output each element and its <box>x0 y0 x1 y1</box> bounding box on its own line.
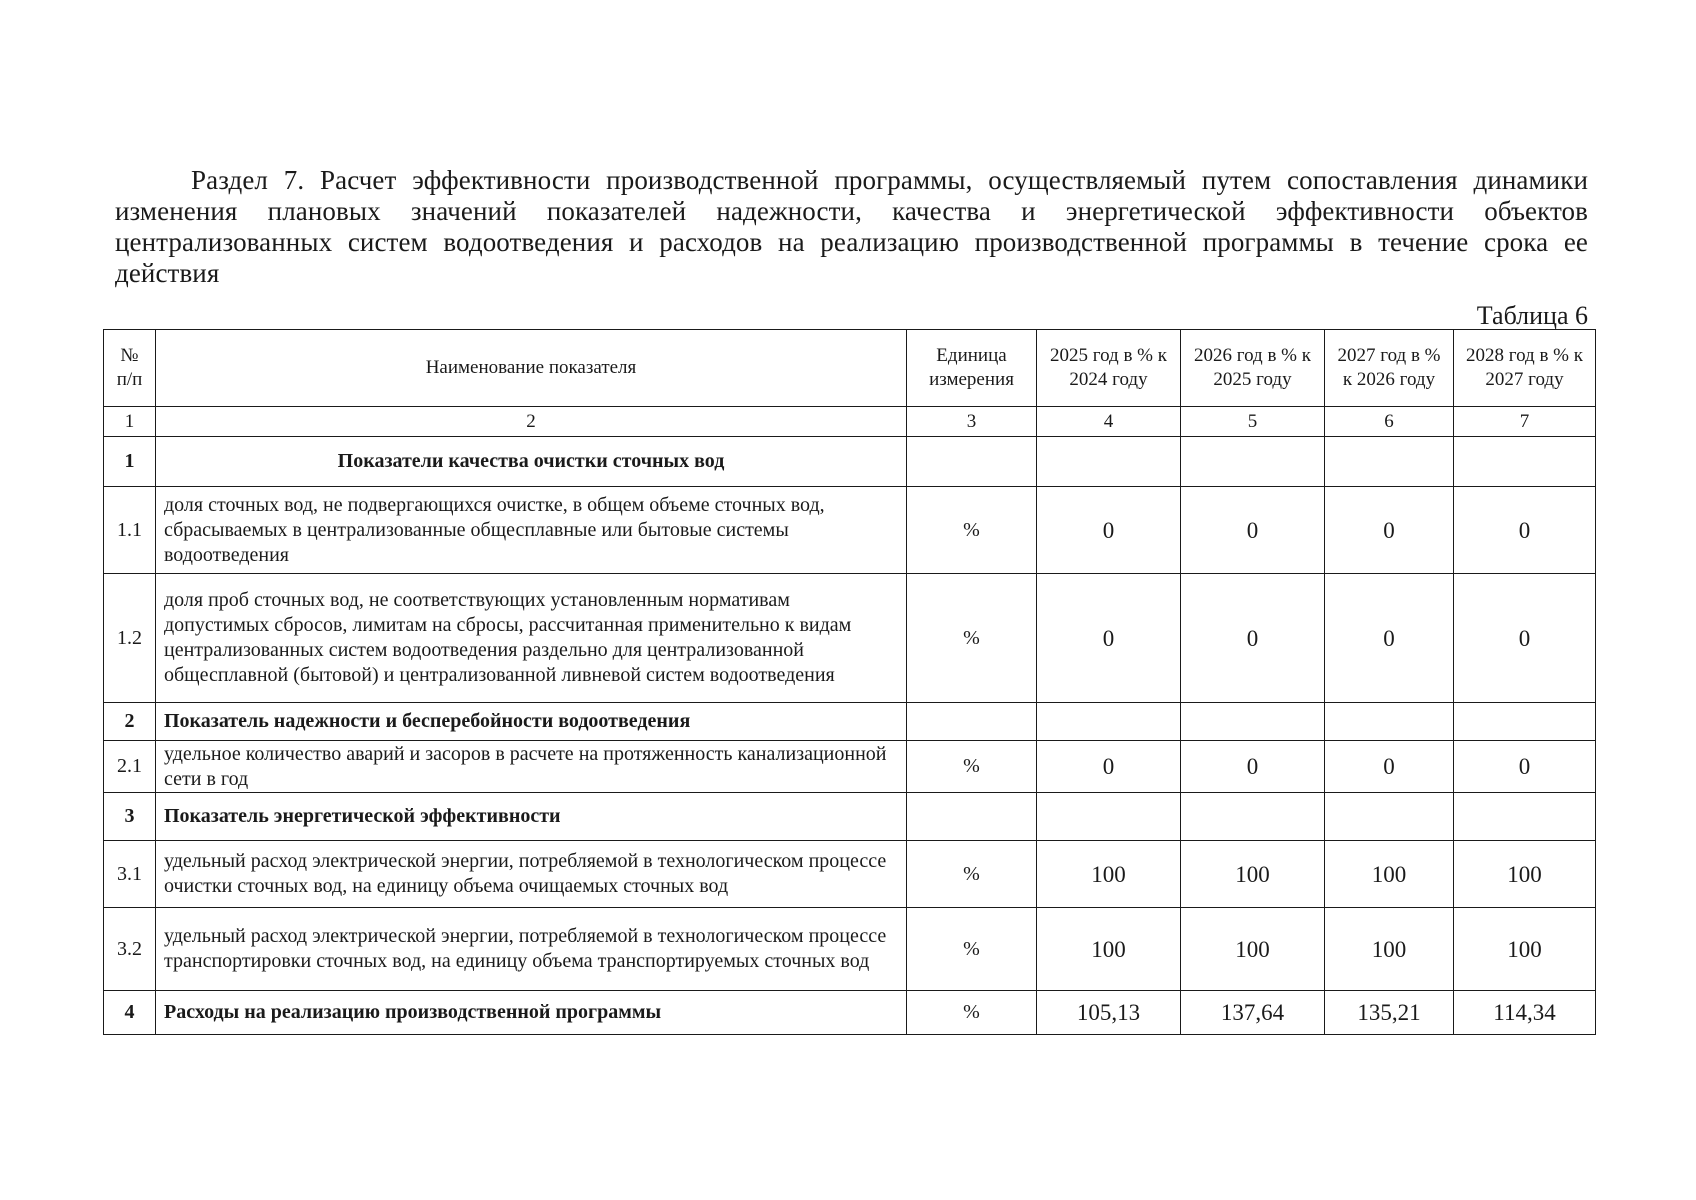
row-number: 1.2 <box>104 574 156 703</box>
row-value: 135,21 <box>1325 991 1454 1035</box>
row-value: 0 <box>1454 741 1596 793</box>
header-2027: 2027 год в % к 2026 году <box>1325 330 1454 407</box>
table-header-row <box>104 330 1596 407</box>
row-value: 0 <box>1181 741 1325 793</box>
row-value: 0 <box>1037 741 1181 793</box>
row-value: 0 <box>1454 487 1596 574</box>
column-number: 6 <box>1325 407 1454 437</box>
row-name: доля проб сточных вод, не соответствующих установленным нормативам допустимых сбросов, лимитам на сбросы, рассчитанная применительно к видам централизованных систем водоотведения раздельно для централизованной общесплавной (бытовой) и централизованной ливневой систем водоотведения <box>156 574 907 703</box>
row-value: 100 <box>1454 908 1596 991</box>
row-value <box>1325 437 1454 487</box>
table-row <box>104 841 1596 908</box>
row-value: 100 <box>1325 841 1454 908</box>
indicators-table <box>103 329 1596 1035</box>
table-row <box>104 487 1596 574</box>
row-unit <box>907 793 1037 841</box>
row-value: 100 <box>1454 841 1596 908</box>
header-2026: 2026 год в % к 2025 году <box>1181 330 1325 407</box>
table-row-section <box>104 793 1596 841</box>
row-name: удельный расход электрической энергии, потребляемой в технологическом процессе транспортировки сточных вод, на единицу объема транспортируемых сточных вод <box>156 908 907 991</box>
row-value <box>1454 703 1596 741</box>
row-name: удельный расход электрической энергии, потребляемой в технологическом процессе очистки сточных вод, на единицу объема очищаемых сточных вод <box>156 841 907 908</box>
row-value <box>1037 703 1181 741</box>
header-2028: 2028 год в % к 2027 году <box>1454 330 1596 407</box>
row-value <box>1181 437 1325 487</box>
row-value: 0 <box>1181 574 1325 703</box>
row-value <box>1454 437 1596 487</box>
row-unit: % <box>907 574 1037 703</box>
row-value: 0 <box>1325 574 1454 703</box>
table-row <box>104 741 1596 793</box>
row-value: 100 <box>1037 841 1181 908</box>
row-value <box>1454 793 1596 841</box>
row-value: 0 <box>1325 741 1454 793</box>
row-value <box>1181 703 1325 741</box>
row-number: 3.1 <box>104 841 156 908</box>
column-number: 4 <box>1037 407 1181 437</box>
row-value: 0 <box>1037 487 1181 574</box>
column-number: 3 <box>907 407 1037 437</box>
row-value: 105,13 <box>1037 991 1181 1035</box>
row-unit <box>907 703 1037 741</box>
table-row-section <box>104 437 1596 487</box>
column-number: 7 <box>1454 407 1596 437</box>
row-value: 100 <box>1037 908 1181 991</box>
row-value <box>1325 793 1454 841</box>
row-unit: % <box>907 741 1037 793</box>
row-name: удельное количество аварий и засоров в расчете на протяженность канализационной сети в год <box>156 741 907 793</box>
row-number: 4 <box>104 991 156 1035</box>
row-value <box>1037 793 1181 841</box>
row-number: 2 <box>104 703 156 741</box>
row-name: Расходы на реализацию производственной программы <box>156 991 907 1035</box>
row-value: 137,64 <box>1181 991 1325 1035</box>
row-number: 1.1 <box>104 487 156 574</box>
header-2025: 2025 год в % к 2024 году <box>1037 330 1181 407</box>
row-value: 100 <box>1181 908 1325 991</box>
row-unit: % <box>907 841 1037 908</box>
row-value: 100 <box>1181 841 1325 908</box>
table-row <box>104 908 1596 991</box>
table-caption: Таблица 6 <box>1476 301 1588 330</box>
table-row-section <box>104 703 1596 741</box>
row-unit: % <box>907 991 1037 1035</box>
row-value: 0 <box>1181 487 1325 574</box>
row-value <box>1181 793 1325 841</box>
row-value <box>1325 703 1454 741</box>
column-number: 2 <box>156 407 907 437</box>
row-name: Показатель энергетической эффективности <box>156 793 907 841</box>
row-number: 3 <box>104 793 156 841</box>
row-number: 1 <box>104 437 156 487</box>
table-row-total <box>104 991 1596 1035</box>
row-name: Показатели качества очистки сточных вод <box>156 437 907 487</box>
column-number: 5 <box>1181 407 1325 437</box>
row-value: 0 <box>1037 574 1181 703</box>
table-row <box>104 574 1596 703</box>
row-value: 0 <box>1325 487 1454 574</box>
row-unit: % <box>907 487 1037 574</box>
section-heading: Раздел 7. Расчет эффективности производственной программы, осуществляемый путем сопоставления динамики изменения плановых значений показателей надежности, качества и энергетической эффективности объектов централизованных систем водоотведения и расходов на реализацию производственной программы в течение срока ее действия <box>115 165 1588 288</box>
column-number: 1 <box>104 407 156 437</box>
column-number-row <box>104 407 1596 437</box>
header-unit: Единица измерения <box>907 330 1037 407</box>
header-no: № п/п <box>104 330 156 407</box>
row-number: 2.1 <box>104 741 156 793</box>
row-unit <box>907 437 1037 487</box>
row-unit: % <box>907 908 1037 991</box>
row-value: 0 <box>1454 574 1596 703</box>
row-value: 114,34 <box>1454 991 1596 1035</box>
row-value <box>1037 437 1181 487</box>
row-value: 100 <box>1325 908 1454 991</box>
row-name: Показатель надежности и бесперебойности водоотведения <box>156 703 907 741</box>
header-name: Наименование показателя <box>156 330 907 407</box>
row-number: 3.2 <box>104 908 156 991</box>
row-name: доля сточных вод, не подвергающихся очистке, в общем объеме сточных вод, сбрасываемых в централизованные общесплавные или бытовые системы водоотведения <box>156 487 907 574</box>
